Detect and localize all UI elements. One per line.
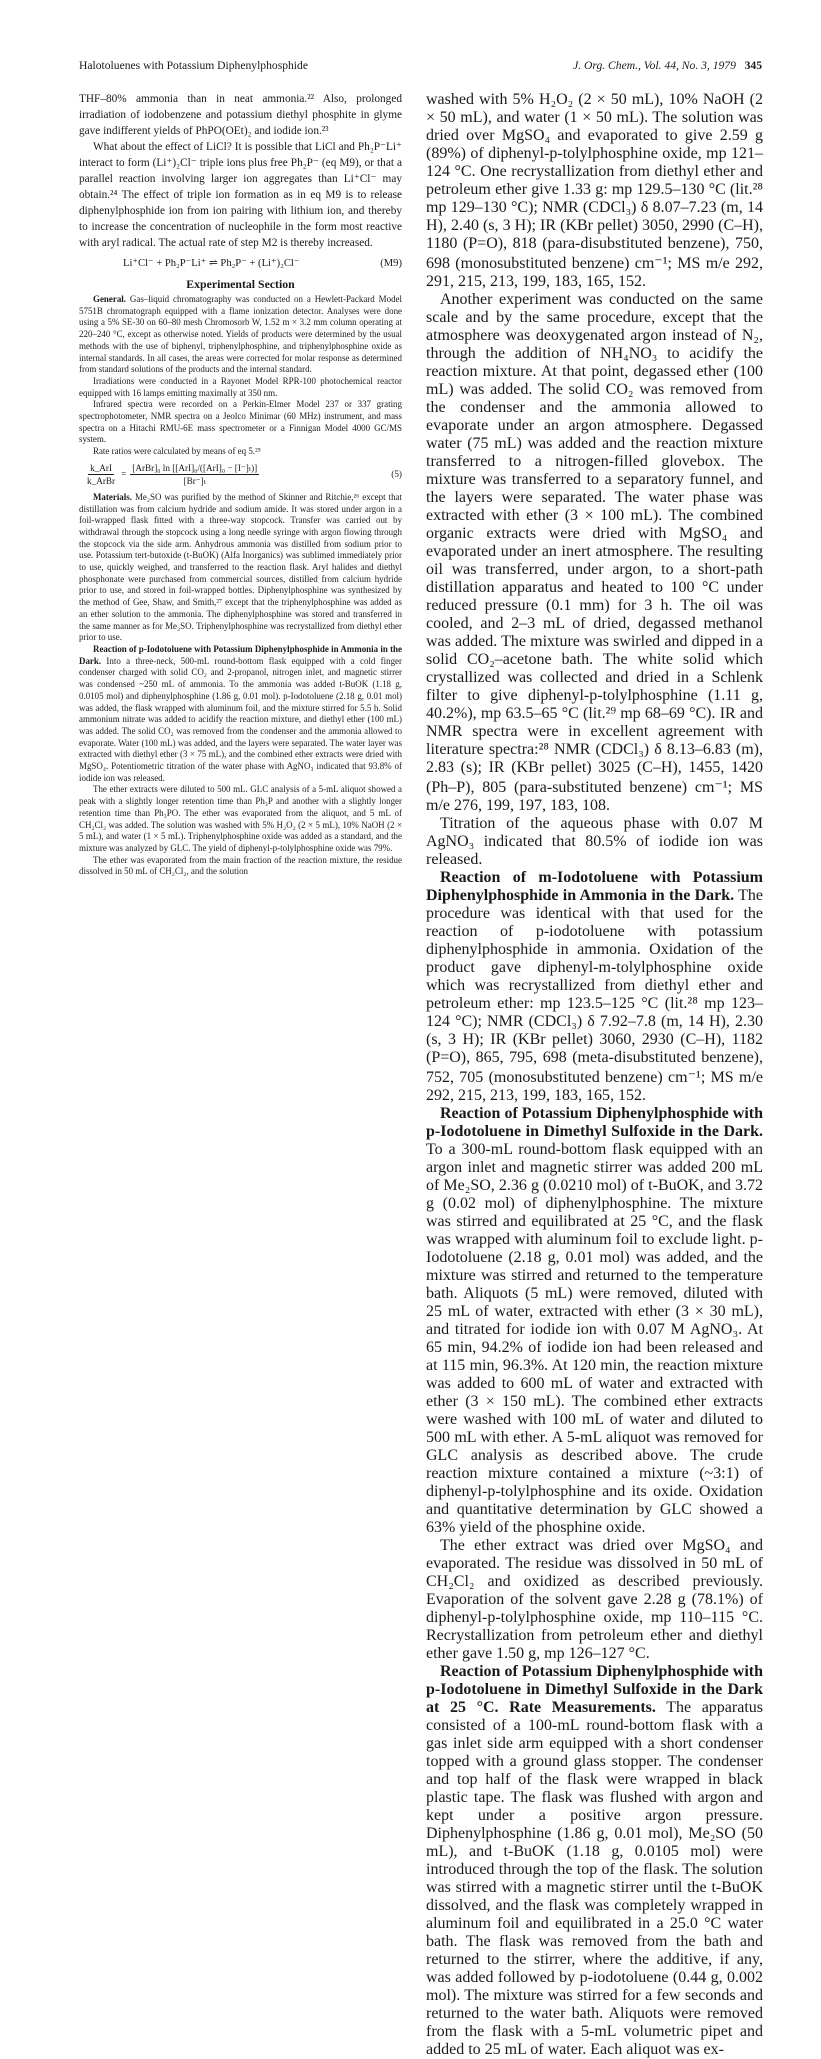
equation-5-lhs-den: k_ArBr xyxy=(87,476,116,487)
intro-paragraph-1: THF–80% ammonia than in neat ammonia.²² Also, prolonged irradiation of iodobenzene and potassium diethyl phosphite in glyme gave indifferent yields of PhPO(OEt)₂ and iodide ion.²³ xyxy=(79,93,402,137)
left-column xyxy=(79,91,402,878)
dmso-lead: Reaction of Potassium Diphenylphosphide with p-Iodotoluene in Dimethyl Sulfoxide in the Dark. xyxy=(426,1105,763,1140)
mio-paragraph xyxy=(426,869,763,1105)
equation-m9-text: Li⁺Cl⁻ + Ph₂P⁻Li⁺ ⇌ Ph₂P⁻ + (Li⁺)₂Cl⁻ xyxy=(123,258,300,269)
pio-ammonia-paragraph xyxy=(79,644,402,784)
intro-paragraph-2: What about the effect of LiCl? It is possible that LiCl and Ph₂P⁻Li⁺ interact to form (Li⁺)₂Cl⁻ triple ions plus free Ph₂P⁻ (eq M9), or that a parallel reaction involving larger ion aggregates than Li⁺Cl⁻ may obtain.²⁴ The effect of triple ion formation as in eq M9 is to release diphenylphosphide ion from ion pairing with lithium ion, and thereby to increase the concentration of nucleophile in the form most reactive with aryl radical. The actual rate of step M2 is thereby increased. xyxy=(79,141,402,249)
general-paragraph xyxy=(79,294,402,376)
rate-text: The apparatus consisted of a 100-mL round-bottom flask with a gas inlet side arm equipped with a short condenser topped with a ground glass stopper. The condenser and top half of the flask were wrapped in black plastic tape. The flask was flushed with argon and kept under a positive argon pressure. Diphenylphosphine (1.86 g, 0.01 mol), Me₂SO (50 mL), and t-BuOK (1.18 g, 0.0105 mol) were introduced through the top of the flask. The solution was stirred with a magnetic stirrer until the t-BuOK dissolved, and the flask was completely wrapped in aluminum foil and equilibrated in a 25.0 °C water bath. The flask was removed from the bath and returned to the stirrer, where the additive, if any, was added followed by p-iodotoluene (0.44 g, 0.002 mol). The mixture was stirred for a few seconds and returned to the water bath. Aliquots were removed from the flask with a 5-mL volumetric pipet and added to 25 mL of water. Each aliquot was ex- xyxy=(426,1699,764,2058)
equation-m9 xyxy=(123,255,402,273)
materials-text: Me₂SO was purified by the method of Skinner and Ritchie,²⁶ except that distillation was from calcium hydride and sodium amide. It was stored under argon in a foil-wrapped flask fitted with a three-way stopcock. Transfer was carried out by withdrawal through the stopcock using a long needle syringe with argon flowing through the stopcock via the side arm. Anhydrous ammonia was distilled from sodium prior to use. Potassium tert-butoxide (t-BuOK) (Alfa Inorganics) was sublimed immediately prior to use, quickly weighed, and transferred to the reaction flask. Aryl halides and diethyl phosphonate were purchased from commercial sources, distilled from calcium hydride prior to use, and stored in foil-wrapped bottles. Diphenylphosphine was synthesized by the method of Gee, Shaw, and Smith,²⁷ except that the triphenylphosphine was added as an ether solution to the ammonia. The diphenylphosphine was stored and transferred in the same manner as for Me₂SO. Triphenylphosphine was recrystallized from diethyl ether prior to use. xyxy=(79,491,402,643)
dmso-paragraph xyxy=(426,1105,763,1537)
equation-5 xyxy=(85,461,402,489)
pio-ammonia-lead: Reaction of p-Iodotoluene with Potassium Diphenylphosphide in Ammonia in the Dark. xyxy=(79,643,402,666)
ether-evap-paragraph: The ether was evaporated from the main fraction of the reaction mixture, the residue dissolved in 50 mL of CH₂Cl₂, and the solution xyxy=(79,854,402,877)
rate-ratio-paragraph: Rate ratios were calculated by means of eq 5.²⁵ xyxy=(93,446,261,457)
general-text: Gas–liquid chromatography was conducted on a Hewlett-Packard Model 5751B chromatograph equipped with a flame ionization detector. Analyses were done using a 5% SE-30 on 60–80 mesh Chromosorb W, 1.52 m × 3.2 mm column operating at 220–240 °C, except as otherwise noted. Yields of products were determined by the usual methods with the use of biphenyl, triphenylphosphine, and triphenylphosphine oxide as internal standards. In all cases, the areas were corrected for molar response as determined from standard solutions of the products and the internal standard. xyxy=(79,294,402,375)
equation-5-label: (5) xyxy=(391,468,402,479)
running-title: Halotoluenes with Potassium Diphenylphosphide xyxy=(79,59,308,72)
equation-5-rhs-den: [Br⁻]ₜ xyxy=(183,476,206,487)
equation-5-lhs-num: k_ArI xyxy=(90,463,113,474)
mio-lead: Reaction of m-Iodotoluene with Potassium Diphenylphosphide in Ammonia in the Dark. xyxy=(426,869,763,904)
equation-m9-label: (M9) xyxy=(380,258,402,269)
rate-lead: Reaction of Potassium Diphenylphosphide with p-Iodotoluene in Dimethyl Sulfoxide in the Dark at 25 °C. Rate Measurements. xyxy=(426,1663,763,1716)
intro-block xyxy=(79,91,402,293)
journal-citation xyxy=(573,58,762,74)
section-title: Experimental Section xyxy=(186,277,295,291)
equation-5-equals: = xyxy=(121,468,127,479)
mio-text: The procedure was identical with that used for the reaction of p-iodotoluene with potassium diphenylphosphide in ammonia. Oxidation of the product gave diphenyl-m-tolylphosphine oxide which was recrystallized from diethyl ether and petroleum ether: mp 123.5–125 °C (lit.²⁸ mp 123–124 °C); NMR (CDCl₃) δ 7.92–7.8 (m, 14 H), 2.30 (s, 3 H); IR (KBr pellet) 3060, 2930 (C–H), 1182 (P=O), 865, 795, 698 (meta-disubstituted benzene), 752, 705 (monosubstituted benzene) cm⁻¹; MS m/e 292, 215, 213, 199, 183, 165, 152. xyxy=(426,887,764,1104)
pio-ammonia-text: Into a three-neck, 500-mL round-bottom flask equipped with a cold finger condenser charged with solid CO₂ and 2-propanol, nitrogen inlet, and magnetic stirrer was condensed ~250 mL of ammonia. To the ammonia was added t-BuOK (1.18 g, 0.0105 mol) and diphenylphosphine (1.86 g, 0.01 mol). p-Iodotoluene (2.18 g, 0.01 mol) was added, the flask wrapped with aluminum foil, and the mixture stirred for 5.5 h. Solid ammonium nitrate was added to acidify the reaction mixture, and diethyl ether (100 mL) was added. The solid CO₂ was removed from the condenser and the ammonia allowed to evaporate. Water (100 mL) was added, and the layers were separated. The water layer was extracted with diethyl ether (3 × 75 mL), and the combined ether extracts were dried with MgSO₄. Potentiometric titration of the water phase with AgNO₃ indicated that 93.8% of iodide ion was released. xyxy=(79,655,402,783)
equation-5-rhs xyxy=(130,462,259,487)
journal-name: J. Org. Chem., Vol. 44, No. 3, 1979 xyxy=(573,59,736,72)
materials-paragraph xyxy=(79,492,402,644)
rate-paragraph xyxy=(426,1663,763,2059)
dmso-text: To a 300-mL round-bottom flask equipped with an argon inlet and magnetic stirrer was added 200 mL of Me₂SO, 2.36 g (0.0210 mol) of t-BuOK, and 3.72 g (0.02 mol) of diphenylphosphine. The mixture was stirred and equilibrated at 25 °C, and the flask was wrapped with aluminum foil to exclude light. p-Iodotoluene (2.18 g, 0.01 mol) was added, and the mixture was stirred and returned to the temperature bath. Aliquots (5 mL) were removed, diluted with 25 mL of water, extracted with ether (3 × 30 mL), and titrated for iodide ion with 0.07 M AgNO₃. At 65 min, 94.2% of iodide ion had been released and at 115 min, 96.3%. At 120 min, the reaction mixture was added to 600 mL of water and extracted with ether (3 × 150 mL). The combined ether extracts were washed with 100 mL of water and diluted to 500 mL with ether. A 5-mL aliquot was removed for GLC analysis as described above. The crude reaction mixture contained a mixture (~3:1) of diphenyl-p-tolylphosphine and its oxide. Oxidation and quantitative determination by GLC showed a 63% yield of the phosphine oxide. xyxy=(426,1141,763,1536)
right-column xyxy=(426,91,763,2059)
ether-dried-paragraph: The ether extract was dried over MgSO₄ and evaporated. The residue was dissolved in 50 mL of CH₂Cl₂ and oxidized as described previously. Evaporation of the solvent gave 2.28 g (78.1%) of diphenyl-p-tolylphosphine oxide, mp 110–115 °C. Recrystallization from petroleum ether and diethyl ether gave 1.50 g, mp 126–127 °C. xyxy=(426,1537,763,1662)
irradiations-paragraph: Irradiations were conducted in a Rayonet Model RPR-100 photochemical reactor equipped with 16 lamps emitting maximally at 350 nm. xyxy=(79,375,402,398)
experimental-text xyxy=(79,294,402,878)
ether-extracts-paragraph: The ether extracts were diluted to 500 mL. GLC analysis of a 5-mL aliquot showed a peak with a slightly longer retention time than Ph₃P and another with a slightly longer retention time than Ph₃PO. The ether was evaporated from the aliquot, and 5 mL of CH₂Cl₂ was added. The solution was washed with 5% H₂O₂ (2 × 5 mL), 10% NaOH (2 × 5 mL), and water (1 × 5 mL). Triphenylphosphine oxide was added as a standard, and the mixture was analyzed by GLC. The yield of diphenyl-p-tolylphosphine oxide was 79%. xyxy=(79,784,402,853)
running-head xyxy=(79,58,762,74)
infrared-paragraph: Infrared spectra were recorded on a Perkin-Elmer Model 237 or 337 grating spectrophotometer, NMR spectra on a Jeolco Minimar (60 MHz) instrument, and mass spectra on a Hitachi RMU-6E mass spectrometer or a Finnigan Model 4000 GC/MS system. xyxy=(79,399,402,445)
equation-5-lhs xyxy=(85,462,117,487)
page-number: 345 xyxy=(744,59,762,72)
materials-lead: Materials. xyxy=(93,491,132,502)
continued-paragraph: washed with 5% H₂O₂ (2 × 50 mL), 10% NaOH (2 × 50 mL), and water (1 × 50 mL). The solution was dried over MgSO₄ and evaporated to give 2.59 g (89%) of diphenyl-p-tolylphosphine oxide, mp 121–124 °C. One recrystallization from diethyl ether and petroleum ether give 1.33 g: mp 129.5–130 °C (lit.²⁸ mp 129–130 °C); NMR (CDCl₃) δ 8.07–7.23 (m, 14 H), 2.40 (s, 3 H); IR (KBr pellet) 3050, 2990 (C–H), 1180 (P=O), 818 (para-disubstituted benzene), 750, 698 (monosubstituted benzene) cm⁻¹; MS m/e 292, 291, 215, 213, 199, 183, 165, 152. xyxy=(426,91,763,290)
equation-5-rhs-num: [ArBr]₀ ln [[ArI]₀/([ArI]₀ − [I⁻]ₜ)] xyxy=(132,463,258,474)
general-lead: General. xyxy=(93,294,127,304)
another-exp-paragraph: Another experiment was conducted on the same scale and by the same procedure, except that the atmosphere was deoxygenated argon instead of N₂, through the addition of NH₄NO₃ to acidify the reaction mixture. At that point, degassed ether (100 mL) was added. The solid CO₂ was removed from the condenser and the ammonia allowed to evaporate under an argon atmosphere. Degassed water (75 mL) was added and the reaction mixture transferred to a nitrogen-filled glovebox. The mixture was transferred to a separatory funnel, and the layers were separated. The water phase was extracted with ether (3 × 100 mL). The combined organic extracts were dried with MgSO₄ and evaporated under an inert atmosphere. The resulting oil was transferred, under argon, to a short-path distillation apparatus and heated to 100 °C under reduced pressure (0.1 mm) for 3 h. The oil was cooled, and 2–3 mL of dried, degassed methanol was added. The mixture was swirled and dipped in a solid CO₂–acetone bath. The white solid which crystallized was collected and dried in a Schlenk filter to give diphenyl-p-tolylphosphine (1.11 g, 40.2%), mp 63.5–65 °C (lit.²⁹ mp 68–69 °C). IR and NMR spectra were in excellent agreement with literature spectra:²⁸ NMR (CDCl₃) δ 8.13–6.83 (m), 2.83 (s); IR (KBr pellet) 3025 (C–H), 1455, 1420 (Ph–P), 805 (para-substituted benzene) cm⁻¹; MS m/e 276, 199, 197, 183, 108. xyxy=(426,291,763,814)
titration-paragraph: Titration of the aqueous phase with 0.07 M AgNO₃ indicated that 80.5% of iodide ion was released. xyxy=(426,815,763,868)
